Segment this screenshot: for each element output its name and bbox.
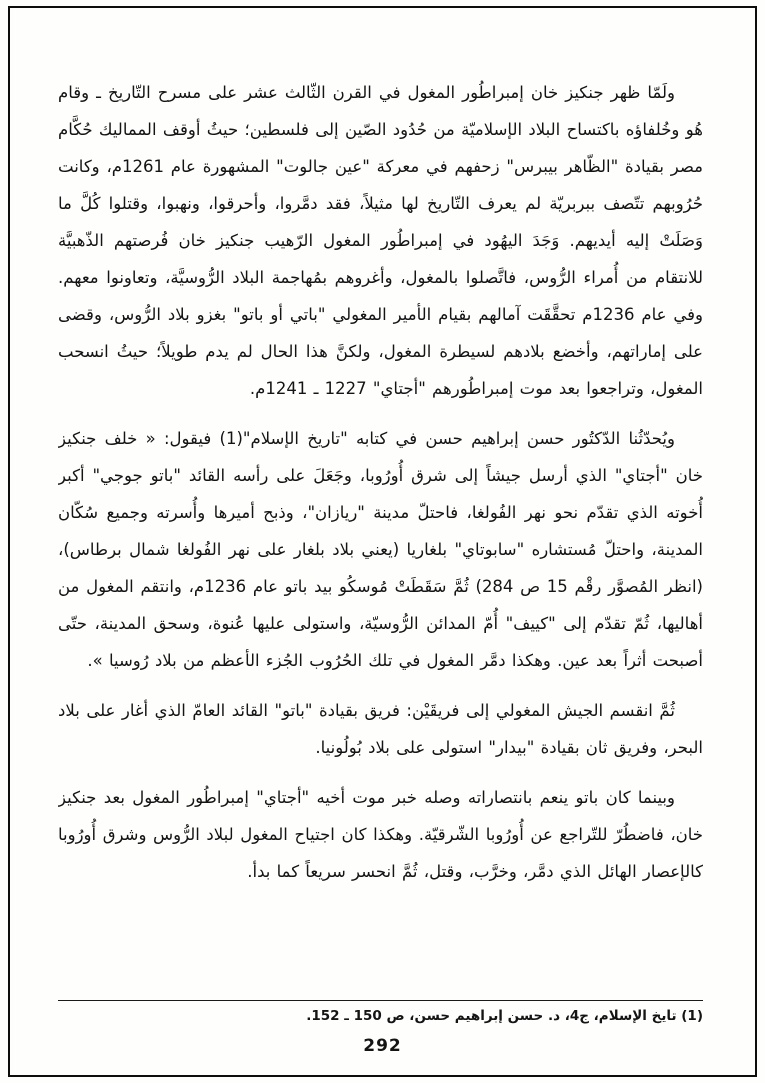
paragraph-batu-retreat: وبينما كان باتو ينعم بانتصاراته وصله خبر موت أخيه "أجتاي" إمبراطُور المغول بعد جنكيز خان، فاضطُرّ للتّراجع عن أُورُوبا الشّرقيّة. وهكذا كان اجتياح المغول لبلاد الرُّوس وشرق أُورُوبا كالإعصار الهائل الذي دمَّر، وخرَّب، وقتل، ثُمَّ انحسر سريعاً كما بدأ.	[58, 788, 703, 881]
paragraph-hasan-ibrahim-quote: ويُحدّثُنا الدّكتُور حسن إبراهيم حسن في كتابه "تاريخ الإسلام"(1) فيقول: « خلف جنكيز خان "أجتاي" الذي أرسل جيشاً إلى شرق أُورُوبا، وجَعَلَ على رأسه القائد "باتو جوجي" أكبر أُخوته الذي تقدّم نحو نهر الفُولغا، فاحتلّ مدينة "ريازان"، وذبح أميرها وأُسرته وجميع سُكّان المدينة، واحتلّ مُستشاره "سابوتاي" بلغاريا (يعني بلاد بلغار على نهر الفُولغا شمال برطاس)، (انظر المُصوَّر رقْم 15 ص 284) ثُمَّ سَقَطَتْ مُوسكُو بيد باتو عام 1236م، وانتقم المغول من أهاليها، ثُمّ تقدّم إلى "كييف" أُمّ المدائن الرُّوسيّة، واستولى عليها عُنوة، وسحق المدينة، حتّى أصبحت أثراً بعد عين. وهكذا دمَّر المغول في تلك الحُرُوب الجُزء الأعظم من بلاد رُوسيا ».	[58, 429, 703, 670]
footnote-separator	[58, 1000, 703, 1001]
page-number: 292	[363, 1036, 402, 1056]
paragraph-army-split: ثُمَّ انقسم الجيش المغولي إلى فريقَيْن: فريق بقيادة "باتو" القائد العامّ الذي أغار على بلاد البحر، وفريق ثان بقيادة "بيدار" استولى على بلاد بُولُونيا.	[58, 701, 703, 757]
footnote-text: (1) تايخ الإسلام، ج4، د. حسن إبراهيم حسن، ص 150 ـ 152.	[306, 1008, 703, 1024]
paragraph-mongol-invasion-intro: ولَمّا ظهر جنكيز خان إمبراطُور المغول في القرن الثّالث عشر على مسرح التّاريخ ـ وقام هُو وخُلفاؤه باكتساح البلاد الإسلاميّة من حُدُود الصّين إلى فلسطين؛ حيثُ أوقف المماليك حُكَّام مصر بقيادة "الظّاهر بيبرس" زحفهم في معركة "عين جالوت" المشهورة عام 1261م، وكانت حُرُوبهم تتّصف ببربريّة لم يعرف التّاريخ لها مثيلاً، فقد دمَّروا، وأحرقوا، ونهبوا، وقتلوا كُلَّ ما وَصَلَتْ إليه أيديهم. وَجَدَ اليهُود في إمبراطُور المغول الرّهيب جنكيز خان فُرصتهم الذّهبيَّة للانتقام من أُمراء الرُّوس، فاتَّصلوا بالمغول، وأغروهم بمُهاجمة البلاد الرُّوسيَّة، وتعاونوا معهم. وفي عام 1236م تحقَّقَت آمالهم بقيام الأمير المغولي "باتي أو باتو" بغزو بلاد الرُّوس، وقضى على إماراتهم، وأخضع بلادهم لسيطرة المغول، ولكنَّ هذا الحال لم يدم طويلاً؛ حيثُ انسحب المغول، وتراجعوا بعد موت إمبراطُورهم "أجتاي" 1227 ـ 1241م.	[58, 83, 703, 398]
footnote-area	[58, 1000, 703, 1026]
body-text-area	[58, 74, 703, 951]
